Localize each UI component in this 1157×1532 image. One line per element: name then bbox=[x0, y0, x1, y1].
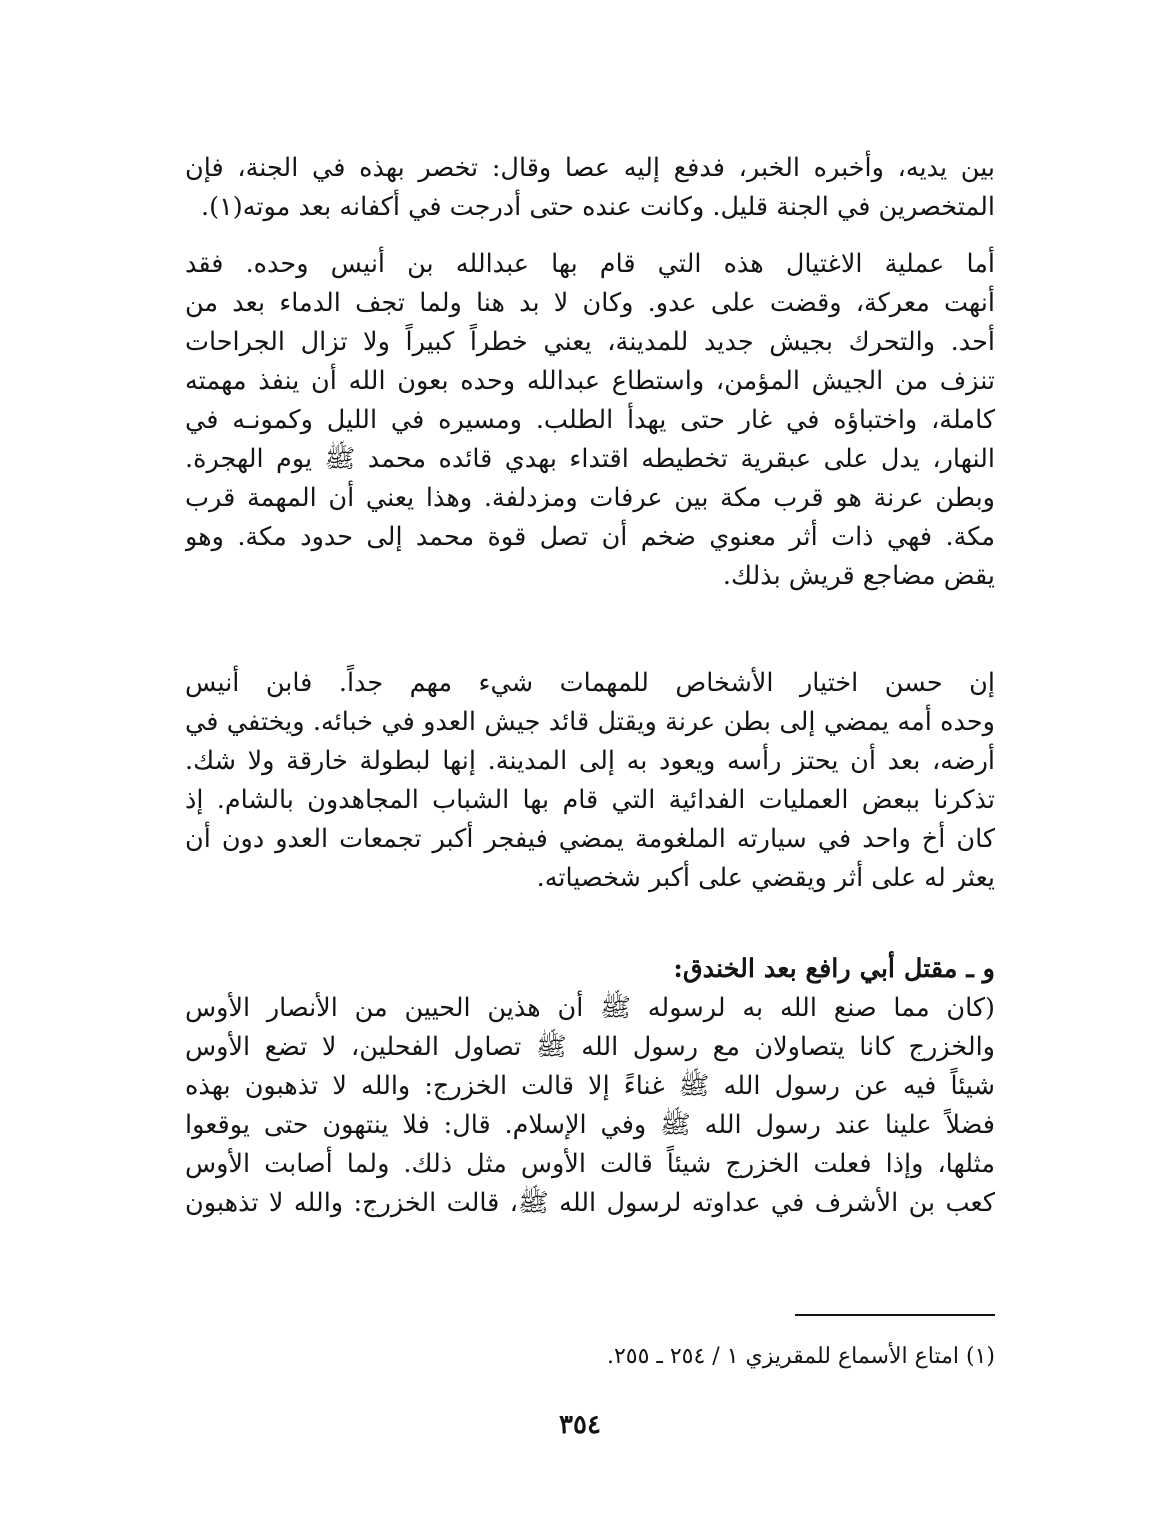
text-line: مكة. فهي ذات أثر معنوي ضخم أن تصل قوة محمد إلى حدود مكة. وهو bbox=[185, 522, 995, 552]
page-number: ٣٥٤ bbox=[559, 1410, 601, 1440]
text-line: أرضه، بعد أن يحتز رأسه ويعود به إلى المدينة. إنها لبطولة خارقة ولا شك. bbox=[185, 746, 995, 776]
text-line: يعثر له على أثر ويقضي على أكبر شخصياته. bbox=[536, 863, 995, 893]
text-line: المتخصرين في الجنة قليل. وكانت عنده حتى أدرجت في أكفانه بعد موته(١). bbox=[201, 192, 995, 222]
section-abu-rafi bbox=[185, 950, 995, 1223]
text-line: فضلاً علينا عند رسول الله ﷺ وفي الإسلام. قال: فلا ينتهون حتى يوقعوا bbox=[185, 1110, 995, 1140]
text-line: النهار، يدل على عبقرية تخطيطه اقتداء بهدي قائده محمد ﷺ يوم الهجرة. bbox=[185, 444, 995, 474]
text-line: كاملة، واختباؤه في غار حتى يهدأ الطلب. ومسيره في الليل وكمونـه في bbox=[185, 405, 995, 435]
paragraph-1 bbox=[185, 149, 995, 227]
paragraph-2 bbox=[185, 245, 995, 596]
text-line: مثلها، وإذا فعلت الخزرج شيئاً قالت الأوس مثل ذلك. ولما أصابت الأوس bbox=[185, 1149, 995, 1179]
text-line: (كان مما صنع الله به لرسوله ﷺ أن هذين الحيين من الأنصار الأوس bbox=[185, 993, 995, 1023]
text-line: والخزرج كانا يتصاولان مع رسول الله ﷺ تصاول الفحلين، لا تضع الأوس bbox=[185, 1032, 995, 1062]
paragraph-3 bbox=[185, 664, 995, 898]
footnote: (١) امتاع الأسماع للمقريزي ١ / ٢٥٤ ـ ٢٥٥. bbox=[606, 1344, 995, 1369]
text-line: تنزف من الجيش المؤمن، واستطاع عبدالله وحده بعون الله أن ينفذ مهمته bbox=[185, 366, 995, 396]
text-line: يقض مضاجع قريش بذلك. bbox=[722, 561, 995, 591]
text-line: أحد. والتحرك بجيش جديد للمدينة، يعني خطراً كبيراً ولا تزال الجراحات bbox=[185, 327, 995, 357]
text-line: أما عملية الاغتيال هذه التي قام بها عبدالله بن أنيس وحده. فقد bbox=[185, 249, 995, 279]
text-line: كان أخ واحد في سيارته الملغومة يمضي فيفجر أكبر تجمعات العدو دون أن bbox=[185, 824, 995, 854]
footnote-divider bbox=[795, 1314, 995, 1316]
text-line: كعب بن الأشرف في عداوته لرسول الله ﷺ، قالت الخزرج: والله لا تذهبون bbox=[185, 1188, 995, 1218]
text-line: وحده أمه يمضي إلى بطن عرنة ويقتل قائد جيش العدو في خبائه. ويختفي في bbox=[185, 707, 995, 737]
text-line: إن حسن اختيار الأشخاص للمهمات شيء مهم جداً. فابن أنيس bbox=[185, 668, 995, 698]
text-line: أنهت معركة، وقضت على عدو. وكان لا بد هنا ولما تجف الدماء بعد من bbox=[185, 288, 995, 318]
text-line: شيئاً فيه عن رسول الله ﷺ غناءً إلا قالت الخزرج: والله لا تذهبون بهذه bbox=[185, 1071, 995, 1101]
text-line: تذكرنا ببعض العمليات الفدائية التي قام بها الشباب المجاهدون بالشام. إذ bbox=[185, 785, 995, 815]
text-line: وبطن عرنة هو قرب مكة بين عرفات ومزدلفة. وهذا يعني أن المهمة قرب bbox=[185, 483, 995, 513]
section-heading: و ـ مقتل أبي رافع بعد الخندق: bbox=[673, 954, 995, 984]
text-line: بين يديه، وأخبره الخبر، فدفع إليه عصا وقال: تخصر بهذه في الجنة، فإن bbox=[185, 153, 995, 183]
